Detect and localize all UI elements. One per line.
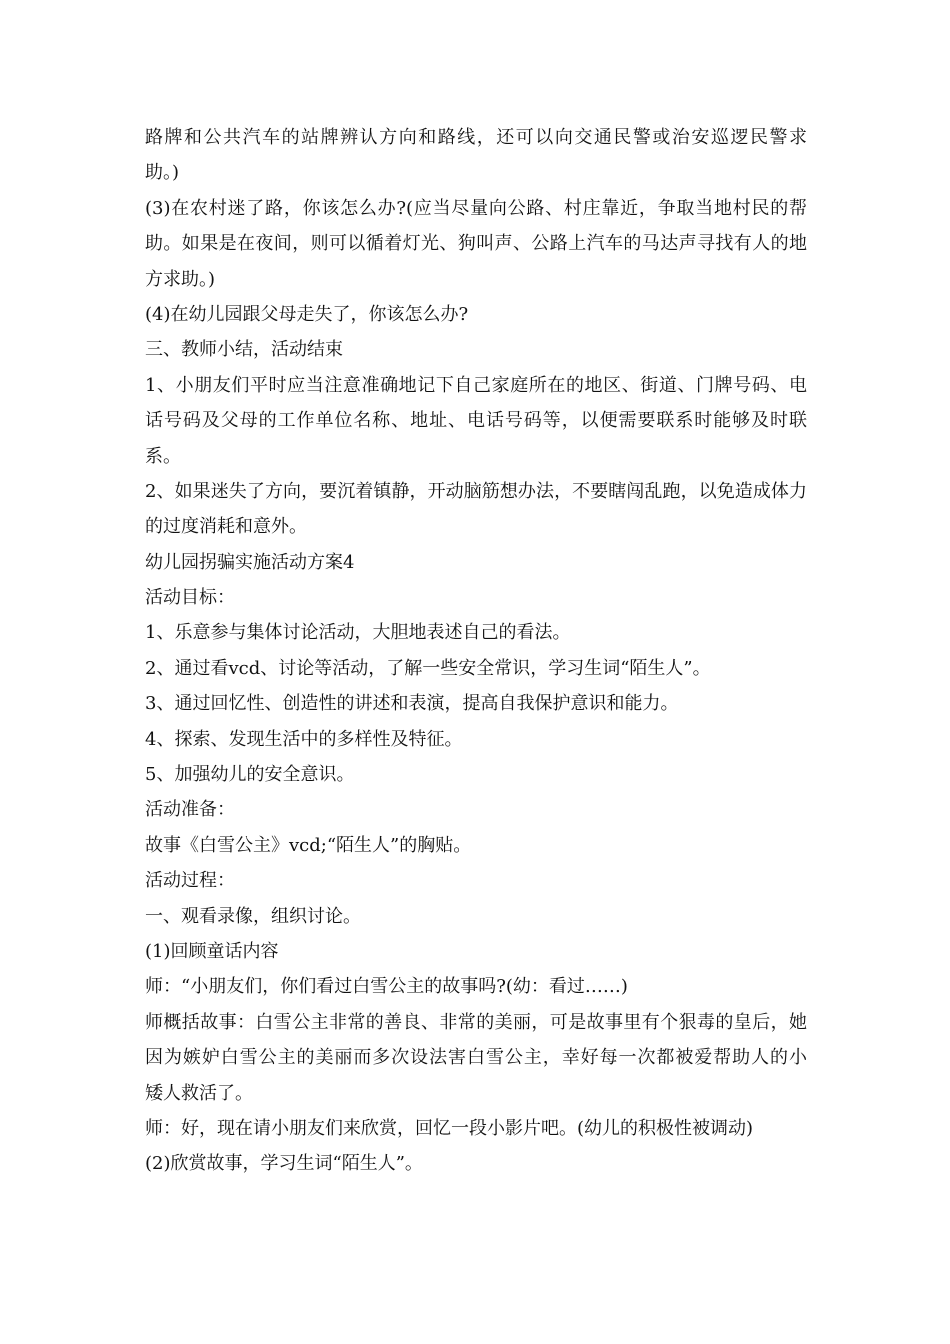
list-item: 2、通过看vcd、讨论等活动，了解一些安全常识，学习生词“陌生人”。 bbox=[145, 657, 711, 679]
text-line: (2)欣赏故事，学习生词“陌生人”。 bbox=[145, 1153, 423, 1175]
document-page bbox=[145, 120, 807, 1182]
text-line: 助。) bbox=[145, 162, 180, 184]
section-title: 幼儿园拐骗实施活动方案4 bbox=[145, 551, 355, 573]
text-line: 因为嫉妒白雪公主的美丽而多次设法害白雪公主，幸好每一次都被爱帮助人的小 bbox=[145, 1047, 807, 1069]
text-line: 矮人救活了。 bbox=[145, 1082, 253, 1104]
section-heading: 活动目标： bbox=[145, 587, 235, 609]
text-line: 的过度消耗和意外。 bbox=[145, 516, 307, 538]
list-item: 1、乐意参与集体讨论活动，大胆地表述自己的看法。 bbox=[145, 622, 571, 644]
text-line: 话号码及父母的工作单位名称、地址、电话号码等，以便需要联系时能够及时联 bbox=[145, 410, 807, 432]
section-heading: 三、教师小结，活动结束 bbox=[145, 339, 343, 361]
text-line: 2、如果迷失了方向，要沉着镇静，开动脑筋想办法，不要瞎闯乱跑，以免造成体力 bbox=[145, 480, 807, 502]
text-line: 师概括故事：白雪公主非常的善良、非常的美丽，可是故事里有个狠毒的皇后，她 bbox=[145, 1011, 807, 1033]
text-line: 方求助。) bbox=[145, 268, 216, 290]
text-line: (3)在农村迷了路，你该怎么办?(应当尽量向公路、村庄靠近，争取当地村民的帮 bbox=[145, 197, 807, 219]
section-heading: 一、观看录像，组织讨论。 bbox=[145, 905, 361, 927]
text-line: 系。 bbox=[145, 445, 181, 467]
text-line: 故事《白雪公主》vcd;“陌生人”的胸贴。 bbox=[145, 834, 472, 856]
text-line: (4)在幼儿园跟父母走失了，你该怎么办? bbox=[145, 303, 469, 325]
text-line: 路牌和公共汽车的站牌辨认方向和路线，还可以向交通民警或治安巡逻民警求 bbox=[145, 127, 807, 148]
section-heading: 活动准备： bbox=[145, 799, 235, 821]
list-item: 3、通过回忆性、创造性的讲述和表演，提高自我保护意识和能力。 bbox=[145, 693, 679, 715]
text-line: 助。如果是在夜间，则可以循着灯光、狗叫声、公路上汽车的马达声寻找有人的地 bbox=[145, 233, 807, 255]
text-line: 师：“小朋友们，你们看过白雪公主的故事吗?(幼：看过……) bbox=[145, 976, 628, 998]
text-line: (1)回顾童话内容 bbox=[145, 940, 279, 962]
list-item: 5、加强幼儿的安全意识。 bbox=[145, 764, 355, 786]
list-item: 4、探索、发现生活中的多样性及特征。 bbox=[145, 728, 463, 750]
text-line: 1、小朋友们平时应当注意准确地记下自己家庭所在的地区、街道、门牌号码、电 bbox=[145, 374, 807, 396]
text-line: 师：好，现在请小朋友们来欣赏，回忆一段小影片吧。(幼儿的积极性被调动) bbox=[145, 1117, 754, 1139]
section-heading: 活动过程： bbox=[145, 870, 235, 892]
